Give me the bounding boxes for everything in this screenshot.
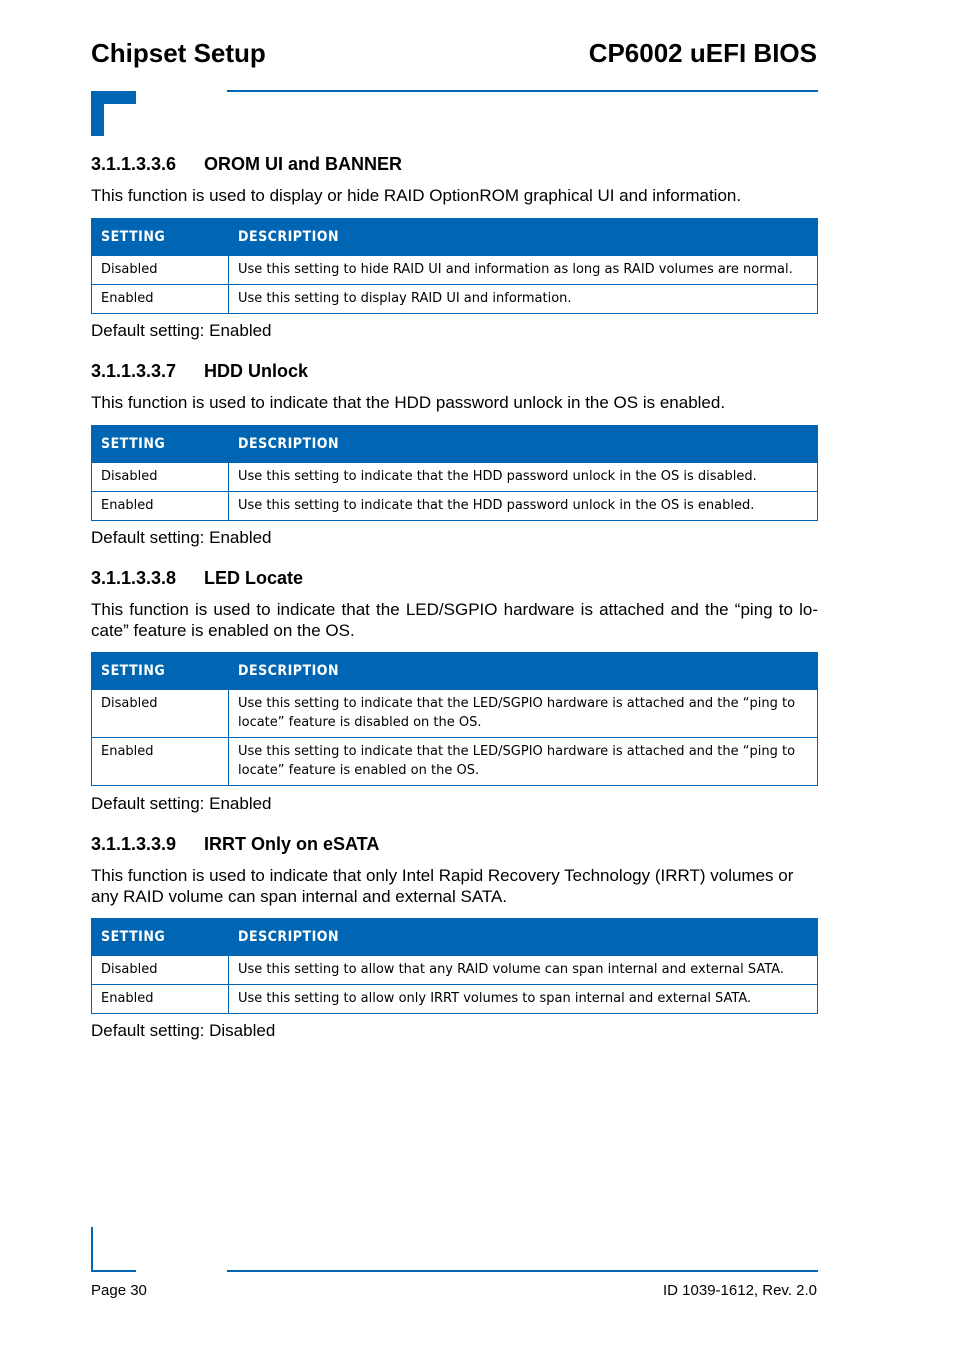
setting-cell: Enabled bbox=[92, 285, 229, 314]
section-number: 3.1.1.3.3.6 bbox=[91, 154, 177, 174]
description-cell: Use this setting to allow that any RAID volume can span internal and external SATA. bbox=[229, 956, 818, 985]
column-header-setting: SETTING bbox=[92, 919, 229, 956]
section-title: IRRT Only on eSATA bbox=[204, 834, 380, 854]
section-description: This function is used to indicate that the LED/SGPIO hardware is attached and the “ping to lo-cate” feature is enabled on the OS. bbox=[91, 600, 818, 640]
section-heading bbox=[91, 153, 402, 175]
section-title: HDD Unlock bbox=[204, 361, 309, 381]
table-row bbox=[92, 492, 818, 521]
section-number: 3.1.1.3.3.8 bbox=[91, 568, 177, 588]
table-row bbox=[92, 985, 818, 1014]
table-row bbox=[92, 256, 818, 285]
section-description: This function is used to indicate that the HDD password unlock in the OS is enabled. bbox=[91, 393, 726, 412]
footer-corner-mark bbox=[91, 1227, 136, 1272]
table-row bbox=[92, 285, 818, 314]
page-number: Page 30 bbox=[91, 1282, 147, 1299]
table-header-row bbox=[92, 653, 818, 690]
section-heading bbox=[91, 360, 308, 382]
column-header-description: DESCRIPTION bbox=[229, 219, 818, 256]
table-header-row bbox=[92, 426, 818, 463]
section-description: This function is used to indicate that only Intel Rapid Recovery Technology (IRRT) volumes or any RAID volume can span internal and external SATA. bbox=[91, 866, 794, 906]
footer-rule bbox=[227, 1270, 818, 1272]
default-setting: Default setting: Enabled bbox=[91, 528, 272, 547]
document-id: ID 1039-1612, Rev. 2.0 bbox=[663, 1282, 817, 1299]
description-cell: Use this setting to indicate that the HDD password unlock in the OS is disabled. bbox=[229, 463, 818, 492]
settings-table bbox=[91, 218, 818, 314]
table-row bbox=[92, 956, 818, 985]
description-cell: Use this setting to allow only IRRT volumes to span internal and external SATA. bbox=[229, 985, 818, 1014]
section-heading bbox=[91, 833, 379, 855]
table-header-row bbox=[92, 219, 818, 256]
setting-cell: Disabled bbox=[92, 463, 229, 492]
default-setting: Default setting: Enabled bbox=[91, 794, 272, 813]
header-rule bbox=[227, 90, 818, 92]
setting-cell: Disabled bbox=[92, 956, 229, 985]
table-row bbox=[92, 738, 818, 786]
section-title: OROM UI and BANNER bbox=[204, 154, 402, 174]
column-header-description: DESCRIPTION bbox=[229, 919, 818, 956]
section-number: 3.1.1.3.3.9 bbox=[91, 834, 177, 854]
description-cell: Use this setting to indicate that the LED/SGPIO hardware is attached and the “ping to locate” feature is enabled on the OS. bbox=[229, 738, 818, 786]
page-header-left: Chipset Setup bbox=[91, 38, 266, 68]
column-header-description: DESCRIPTION bbox=[229, 653, 818, 690]
column-header-setting: SETTING bbox=[92, 426, 229, 463]
page-header-right: CP6002 uEFI BIOS bbox=[588, 38, 817, 68]
section-heading bbox=[91, 567, 303, 589]
description-cell: Use this setting to indicate that the HDD password unlock in the OS is enabled. bbox=[229, 492, 818, 521]
table-row bbox=[92, 463, 818, 492]
section-title: LED Locate bbox=[204, 568, 304, 588]
default-setting: Default setting: Disabled bbox=[91, 1021, 276, 1040]
table-row bbox=[92, 690, 818, 738]
description-cell: Use this setting to hide RAID UI and information as long as RAID volumes are normal. bbox=[229, 256, 818, 285]
setting-cell: Enabled bbox=[92, 492, 229, 521]
settings-table bbox=[91, 652, 818, 786]
column-header-setting: SETTING bbox=[92, 653, 229, 690]
settings-table bbox=[91, 918, 818, 1014]
description-cell: Use this setting to display RAID UI and information. bbox=[229, 285, 818, 314]
column-header-setting: SETTING bbox=[92, 219, 229, 256]
description-cell: Use this setting to indicate that the LED/SGPIO hardware is attached and the “ping to locate” feature is disabled on the OS. bbox=[229, 690, 818, 738]
section-description: This function is used to display or hide RAID OptionROM graphical UI and information. bbox=[91, 186, 742, 205]
default-setting: Default setting: Enabled bbox=[91, 321, 272, 340]
setting-cell: Enabled bbox=[92, 738, 229, 786]
setting-cell: Disabled bbox=[92, 690, 229, 738]
section-number: 3.1.1.3.3.7 bbox=[91, 361, 177, 381]
corner-logo-mark bbox=[91, 91, 136, 136]
setting-cell: Disabled bbox=[92, 256, 229, 285]
setting-cell: Enabled bbox=[92, 985, 229, 1014]
column-header-description: DESCRIPTION bbox=[229, 426, 818, 463]
table-header-row bbox=[92, 919, 818, 956]
settings-table bbox=[91, 425, 818, 521]
